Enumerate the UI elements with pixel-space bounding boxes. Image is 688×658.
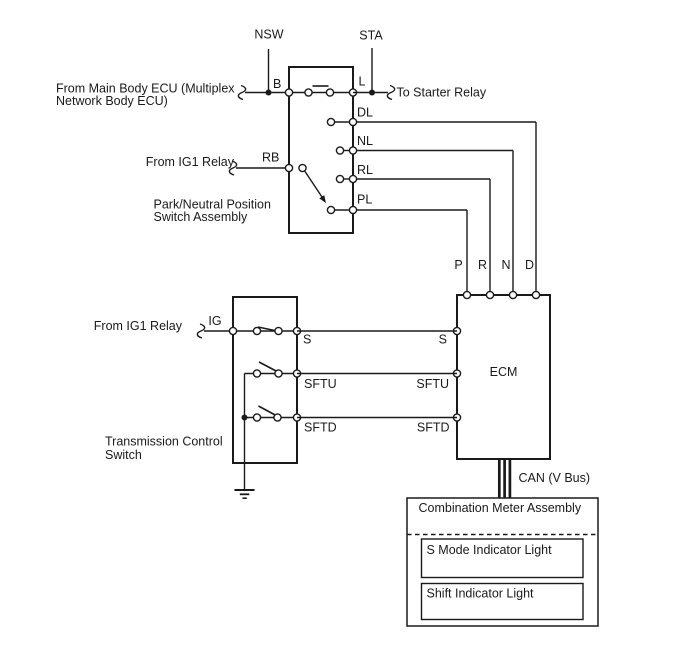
combination-meter-title: Combination Meter Assembly <box>418 501 582 515</box>
from-main-body-ecu-line2: Network Body ECU) <box>56 94 168 108</box>
can-bus-wires <box>499 460 510 499</box>
terminal-rb-label: RB <box>262 150 280 165</box>
terminal-nl-label: NL <box>357 134 373 148</box>
terminal-dl-label: DL <box>357 105 373 120</box>
from-ig1-relay-bottom-label: From IG1 Relay <box>93 319 182 333</box>
switch-blade-icon <box>259 406 278 416</box>
ecm-terminal-r-label: R <box>477 258 488 272</box>
ecm-label: ECM <box>489 365 518 379</box>
from-main-body-ecu-line1: From Main Body ECU (Multiplex <box>56 81 235 96</box>
tcs-caption-line1: Transmission Control <box>105 434 223 449</box>
transmission-control-switch-box <box>233 297 297 463</box>
sta-label: STA <box>359 28 383 43</box>
wire-sftd-label-left: SFTD <box>304 420 337 435</box>
b-row-wires <box>238 86 356 100</box>
s-mode-indicator-label: S Mode Indicator Light <box>426 543 552 557</box>
wire-sftu-label-right: SFTU <box>416 377 449 391</box>
terminal-ig-label: IG <box>208 314 222 328</box>
terminal-pl-label: PL <box>357 192 373 207</box>
sta-wire <box>369 48 375 96</box>
wire-sftd-label-right: SFTD <box>416 420 450 435</box>
s-row-wires <box>229 327 457 335</box>
connector-wave-icon <box>238 86 245 100</box>
switch-blade-icon <box>259 362 278 372</box>
ecm-terminal-n-label: N <box>501 258 511 272</box>
wire-s-label-left: S <box>303 332 312 347</box>
nsw-label: NSW <box>254 27 284 42</box>
terminal-b-label: B <box>273 77 282 91</box>
nsw-wire <box>266 49 272 96</box>
sftd-row-wires <box>242 406 458 421</box>
ground-icon <box>235 490 255 498</box>
ecm-terminal-d-label: D <box>524 258 535 272</box>
tcs-caption-line2: Switch <box>105 448 142 462</box>
ecm-terminal-p-label: P <box>454 258 463 272</box>
combination-meter-box <box>407 498 598 626</box>
connector-wave-icon <box>387 86 394 100</box>
wire-s-label-right: S <box>438 332 447 347</box>
wire-sftu-label-left: SFTU <box>304 377 337 391</box>
from-ig1-relay-top-label: From IG1 Relay <box>145 155 234 169</box>
rotor-arrowhead-icon <box>319 195 326 203</box>
can-bus-label: CAN (V Bus) <box>518 471 591 485</box>
connector-wave-icon <box>197 324 204 338</box>
to-starter-relay-label: To Starter Relay <box>396 85 487 100</box>
terminal-rl-label: RL <box>357 163 373 177</box>
terminal-l-label: L <box>358 74 366 89</box>
shift-indicator-label: Shift Indicator Light <box>426 586 534 601</box>
pnp-caption-line1: Park/Neutral Position <box>153 197 271 212</box>
pnp-caption-line2: Switch Assembly <box>153 210 248 224</box>
pl-row-wires <box>327 206 467 295</box>
